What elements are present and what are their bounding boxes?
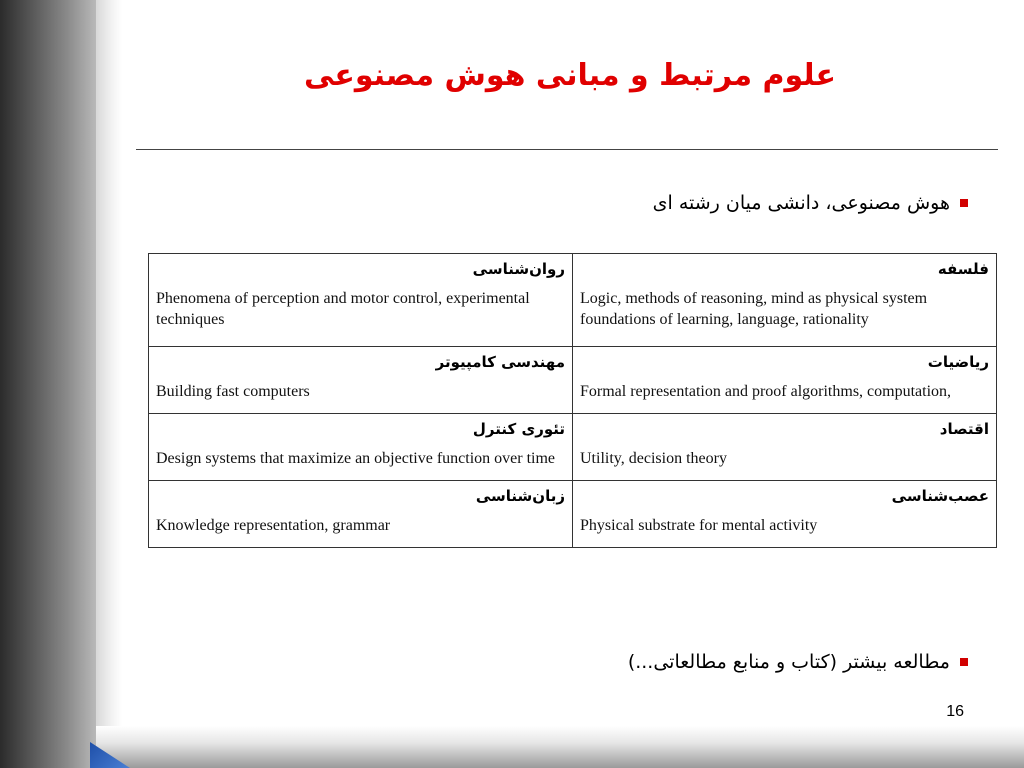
- table-cell-mathematics: [573, 347, 997, 414]
- page-number: 16: [946, 703, 964, 720]
- square-bullet-icon: [960, 658, 968, 666]
- cell-title: ریاضیات: [927, 353, 989, 371]
- bottom-decorative-band: [96, 726, 1024, 768]
- cell-description: Building fast computers: [156, 383, 310, 400]
- slide-title: علوم مرتبط و مبانی هوش مصنوعی: [303, 58, 837, 93]
- cell-description: Physical substrate for mental activity: [580, 517, 818, 534]
- table-cell-philosophy: [573, 254, 997, 347]
- table-cell-computer-engineering: [149, 347, 573, 414]
- cell-description: Knowledge representation, grammar: [156, 517, 391, 534]
- table-cell-economics: [573, 414, 997, 481]
- title-divider: [136, 149, 998, 150]
- table-row: [149, 414, 997, 481]
- table-cell-control-theory: [149, 414, 573, 481]
- left-edge-shadow: [96, 0, 122, 768]
- cell-title: تئوری کنترل: [472, 420, 565, 438]
- square-bullet-icon: [960, 199, 968, 207]
- left-decorative-band: [0, 0, 96, 768]
- bullet-interdisciplinary: [653, 192, 968, 214]
- bullet-further-reading: [628, 651, 968, 673]
- cell-title: عصب‌شناسی: [891, 487, 989, 505]
- related-fields-table: [148, 253, 997, 548]
- table-cell-psychology: [149, 254, 573, 347]
- bullet-text: هوش مصنوعی، دانشی میان رشته ای: [652, 192, 950, 214]
- cell-title: روان‌شناسی: [472, 260, 565, 278]
- table-row: [149, 254, 997, 347]
- cell-description: Utility, decision theory: [580, 450, 727, 467]
- cell-description: Phenomena of perception and motor control, experimental techniques: [156, 290, 530, 328]
- bullet-text: مطالعه بیشتر (کتاب و منابع مطالعاتی...): [627, 651, 950, 673]
- cell-title: مهندسی کامپیوتر: [435, 353, 565, 371]
- cell-description: Logic, methods of reasoning, mind as physical system foundations of learning, language, rationality: [580, 290, 928, 328]
- cell-description: Design systems that maximize an objective function over time: [156, 450, 556, 467]
- table-cell-linguistics: [149, 481, 573, 548]
- cell-title: زبان‌شناسی: [475, 487, 565, 505]
- cell-title: فلسفه: [937, 260, 989, 278]
- table-row: [149, 347, 997, 414]
- table-row: [149, 481, 997, 548]
- table-cell-neuroscience: [573, 481, 997, 548]
- cell-title: اقتصاد: [939, 420, 989, 438]
- cell-description: Formal representation and proof algorithms, computation,: [580, 383, 952, 400]
